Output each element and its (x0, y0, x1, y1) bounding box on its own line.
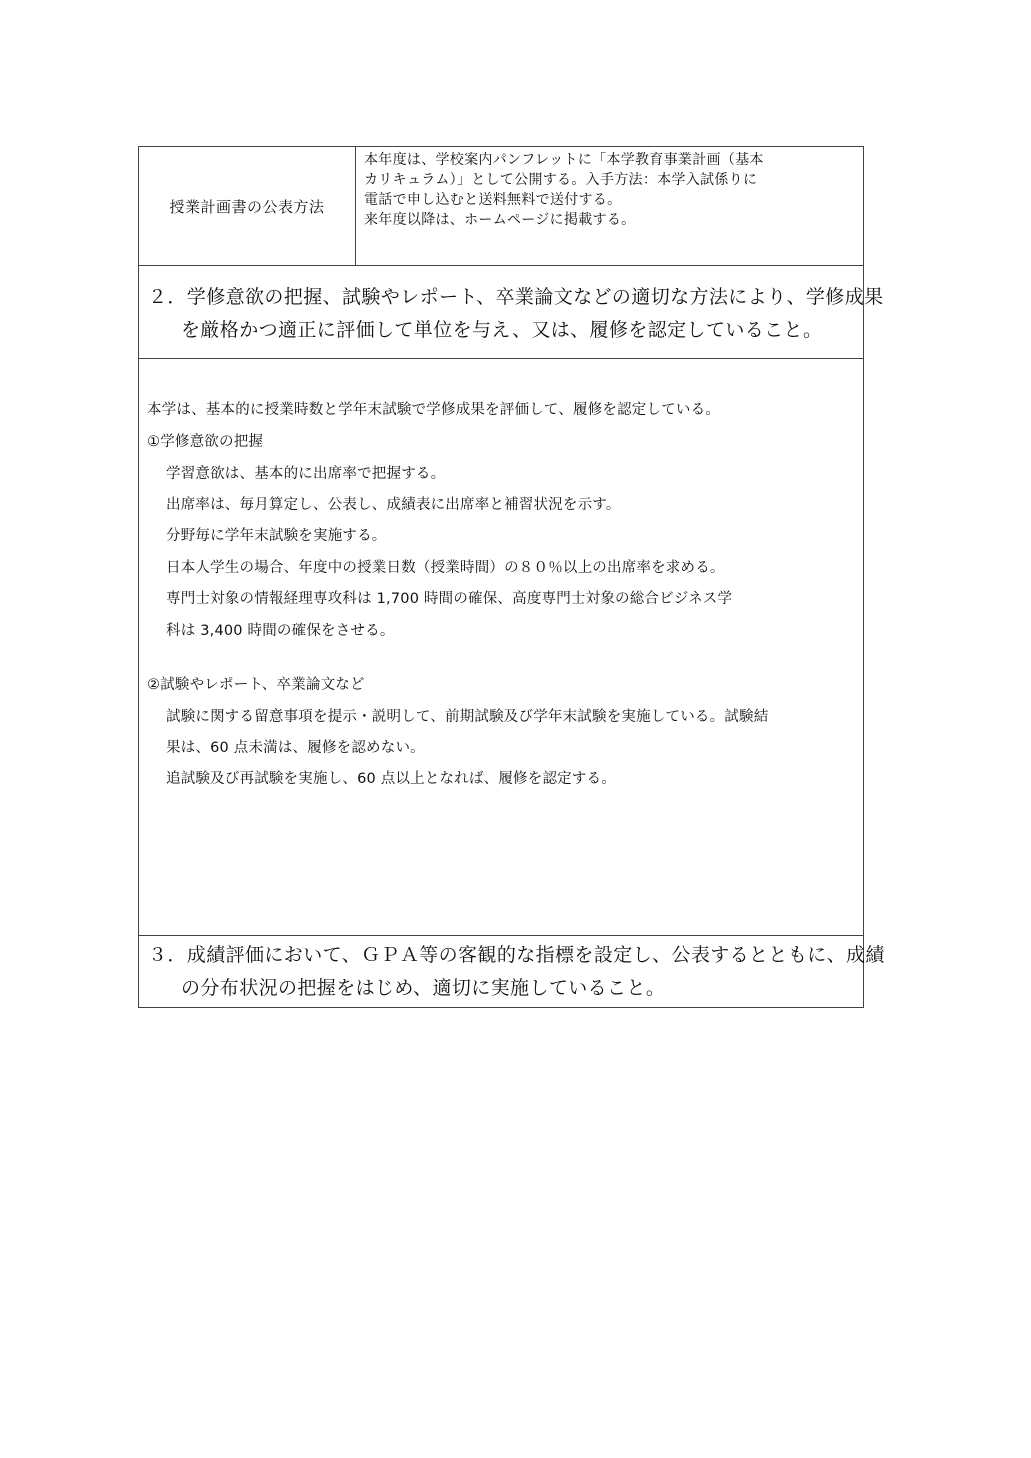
plan-line: 来年度以降は、ホームページに掲載する。 (364, 212, 636, 228)
body-intro: 本学は、基本的に授業時数と学年末試験で学修成果を評価して、履修を認定している。 (147, 402, 721, 418)
cell-divider (355, 146, 356, 265)
sub2-line: 追試験及び再試験を実施し、60 点以上となれば、履修を認定する。 (166, 771, 616, 787)
sub1-line: 分野毎に学年末試験を実施する。 (166, 528, 387, 544)
sub1-line: 出席率は、毎月算定し、公表し、成績表に出席率と補習状況を示す。 (166, 497, 621, 513)
plan-line: 本年度は、学校案内パンフレットに「本学教育事業計画（基本 (364, 152, 764, 168)
sub1-line: 専門士対象の情報経理専攻科は 1,700 時間の確保、高度専門士対象の総合ビジネス学 (166, 591, 733, 607)
plan-publication-text (364, 150, 764, 230)
plan-publication-label: 授業計画書の公表方法 (169, 197, 325, 216)
sub1-line: 日本人学生の場合、年度中の授業日数（授業時間）の８０％以上の出席率を求める。 (166, 560, 725, 576)
plan-line: 電話で申し込むと送料無料で送付する。 (364, 192, 622, 208)
sub1-line: 科は 3,400 時間の確保をさせる。 (166, 623, 395, 639)
row-divider-1 (138, 265, 864, 266)
row-divider-2 (138, 358, 864, 359)
plan-line: カリキュラム）」として公開する。入手方法：本学入試係りに (364, 172, 758, 188)
sub2-line: 試験に関する留意事項を提示・説明して、前期試験及び学年末試験を実施している。試験結 (166, 709, 769, 725)
sub2-line: 果は、60 点未満は、履修を認めない。 (166, 740, 425, 756)
row-divider-3 (138, 935, 864, 936)
sub2-title: ②試験やレポート、卒業論文など (147, 677, 365, 693)
section3-heading-line: ３．成績評価において、ＧＰＡ等の客観的な指標を設定し、公表するとともに、成績 (148, 944, 885, 966)
sub1-title: ①学修意欲の把握 (147, 434, 264, 450)
section2-heading-line: を厳格かつ適正に評価して単位を与え、又は、履修を認定していること。 (181, 319, 823, 341)
section2-heading (148, 281, 884, 347)
sub1-line: 学習意欲は、基本的に出席率で把握する。 (166, 466, 446, 482)
table-bottom-border (138, 1007, 864, 1008)
section2-heading-line: ２．学修意欲の把握、試験やレポート、卒業論文などの適切な方法により、学修成果 (148, 286, 884, 308)
section3-heading (148, 939, 885, 1005)
table-frame (138, 146, 864, 1008)
section3-heading-line: の分布状況の把握をはじめ、適切に実施していること。 (181, 977, 666, 999)
